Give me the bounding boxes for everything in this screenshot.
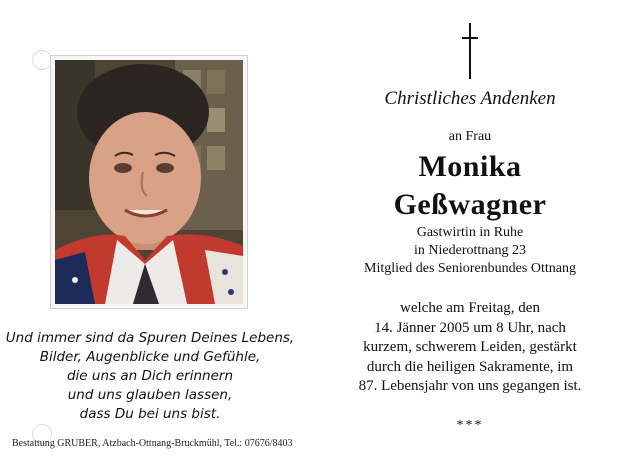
- poem: [0, 329, 300, 424]
- punch-hole-top: [32, 50, 52, 70]
- death-line: 14. Jänner 2005 um 8 Uhr, nach: [374, 319, 566, 336]
- poem-line: Bilder, Augenblicke und Gefühle,: [39, 349, 261, 365]
- info-line: in Niederottnang 23: [414, 243, 526, 258]
- poem-line: die uns an Dich erinnern: [66, 368, 234, 384]
- death-line: kurzem, schwerem Leiden, gestärkt: [363, 339, 577, 355]
- death-line: 87. Lebensjahr von uns gegangen ist.: [358, 378, 582, 394]
- poem-line: Und immer sind da Spuren Deines Lebens,: [5, 330, 295, 346]
- cross-icon: [469, 23, 471, 79]
- ornament-stars: ***: [456, 418, 484, 433]
- funeral-home-credit: Bestattung GRUBER, Atzbach-Ottnang-Bruckmühl, Tel.: 07676/8403: [12, 438, 293, 449]
- poem-line: und uns glauben lassen,: [67, 387, 233, 403]
- cross-icon-bar: [462, 37, 478, 39]
- info-line: Mitglied des Seniorenbundes Ottnang: [364, 261, 576, 276]
- info-line: Gastwirtin in Ruhe: [416, 225, 524, 240]
- poem-line: dass Du bei uns bist.: [79, 406, 221, 422]
- portrait-illustration: [55, 60, 243, 304]
- card-heading: Christliches Andenken: [384, 88, 556, 109]
- death-line: durch die heiligen Sakramente, im: [366, 358, 574, 375]
- salutation: an Frau: [448, 129, 492, 144]
- personal-info: [330, 224, 610, 278]
- death-line: welche am Freitag, den: [400, 300, 540, 316]
- first-name: Monika: [418, 150, 522, 183]
- death-notice: [330, 299, 610, 397]
- portrait-frame: [50, 55, 248, 309]
- last-name: Geßwagner: [393, 188, 547, 221]
- portrait-photo: [55, 60, 243, 304]
